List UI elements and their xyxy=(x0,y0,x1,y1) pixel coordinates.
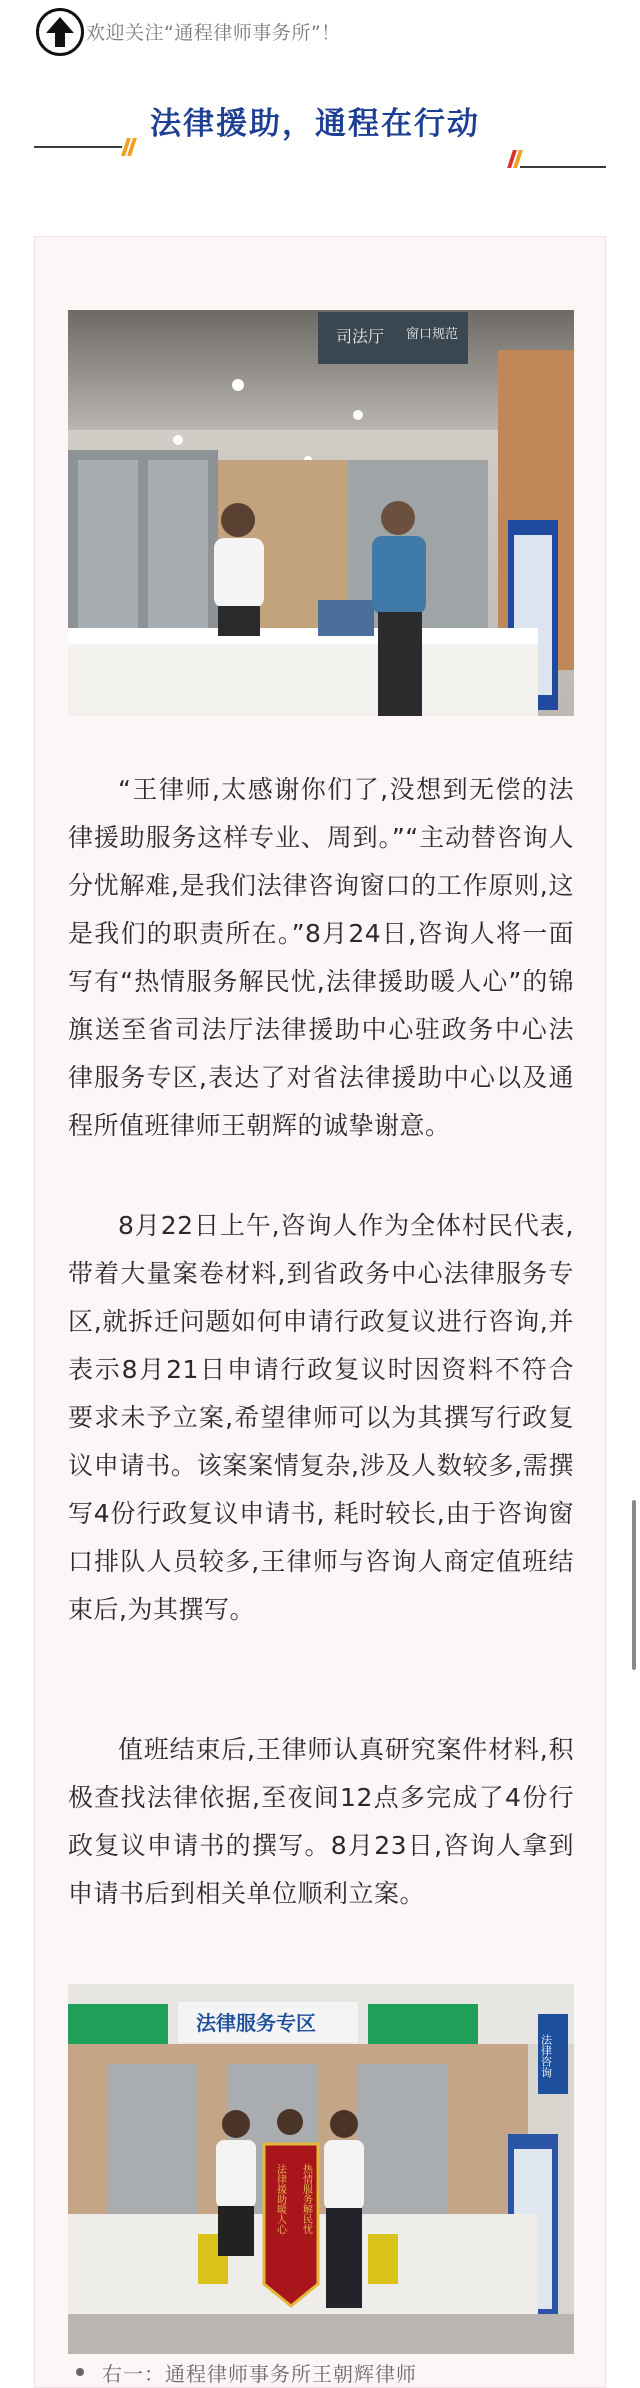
welcome-text: 欢迎关注“通程律师事务所”！ xyxy=(86,22,341,44)
scrollbar-thumb[interactable] xyxy=(632,1500,636,1670)
arrow-up-icon xyxy=(44,15,76,49)
article-paragraph-3: 值班结束后,王律师认真研究案件材料,积极查找法律依据,至夜间12点多完成了4份行政复议申请书的撰写。8月23日,咨询人拿到申请书后到相关单位顺利立案。 xyxy=(68,1735,574,1908)
title-rule-right xyxy=(520,166,606,168)
article-title: 法律援助，通程在行动 xyxy=(150,106,480,142)
pennant-line-1: 热情服务解民忧 xyxy=(300,2164,312,2234)
bullet-icon xyxy=(76,2368,84,2376)
pennant-line-2: 法律援助暖人心 xyxy=(274,2164,286,2234)
photo1-sign-left: 司法厅 xyxy=(336,327,385,346)
article-photo-pennant[interactable] xyxy=(68,1984,574,2354)
photo1-sign-right: 窗口规范 xyxy=(406,327,459,342)
photo2-banner-side: 法律咨询 xyxy=(539,2034,553,2078)
article-title-block xyxy=(0,100,640,210)
back-to-top-button[interactable] xyxy=(36,8,84,56)
article-paragraph-1: “王律师,太感谢你们了,没想到无偿的法律援助服务这样专业、周到。”“主动替咨询人分忧解难,是我们法律咨询窗口的工作原则,这是我们的职责所在。”8月24日,咨询人将一面写有“热情服务解民忧,法律援助暖人心”的锦旗送至省司法厅法律援助中心驻政务中心法律服务专区,表达了对省法律援助中心以及通程所值班律师王朝辉的诚挚谢意。 xyxy=(68,775,574,1140)
photo-caption-text: 右一：通程律师事务所王朝辉律师 xyxy=(102,2362,417,2386)
article-photo-consultation[interactable] xyxy=(68,310,574,716)
top-bar xyxy=(0,0,640,60)
article-paragraph-2: 8月22日上午,咨询人作为全体村民代表,带着大量案卷材料,到省政务中心法律服务专区,就拆迁问题如何申请行政复议进行咨询,并表示8月21日申请行政复议时因资料不符合要求未予立案,希望律师可以为其撰写行政复议申请书。该案案情复杂,涉及人数较多,需撰写4份行政复议申请书, 耗时较长,由于咨询窗口排队人员较多,王律师与咨询人商定值班结束后,为其撰写。 xyxy=(68,1211,574,1624)
photo2-banner: 法律服务专区 xyxy=(196,2011,316,2035)
title-rule-left xyxy=(34,146,122,148)
